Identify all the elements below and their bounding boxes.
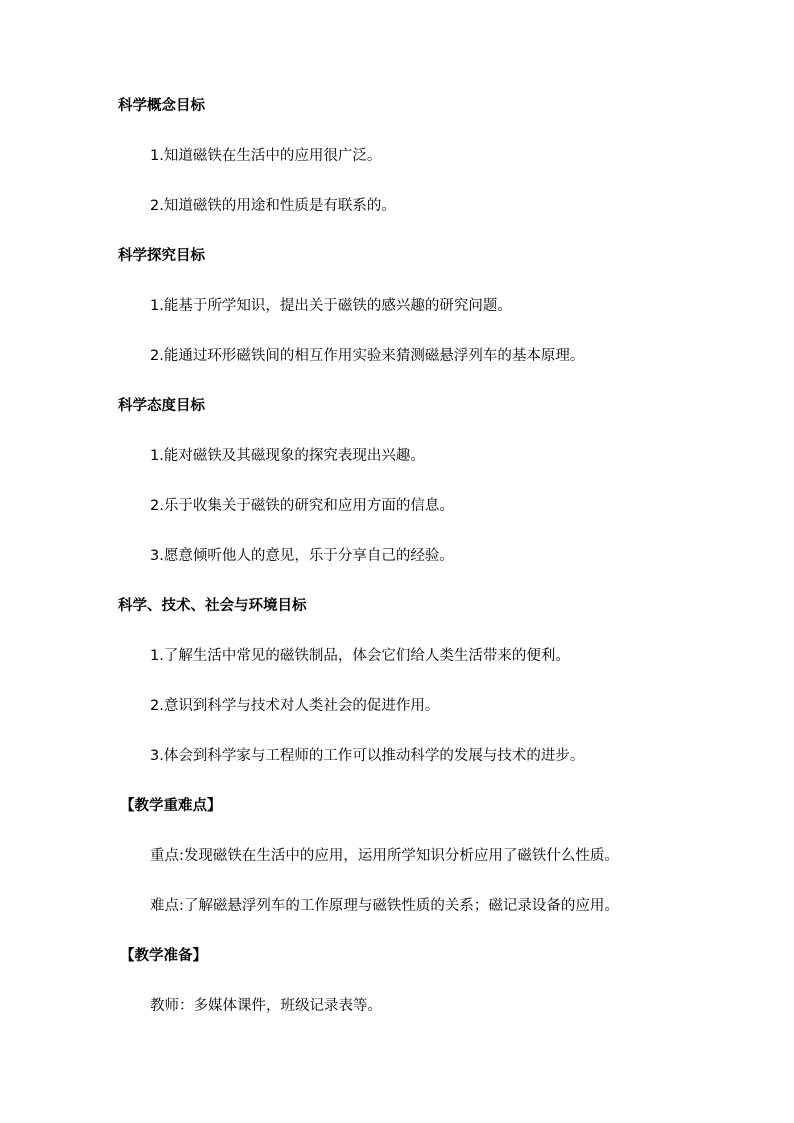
section-heading-key-points: 【教学重难点】 <box>120 798 222 814</box>
list-item: 1.了解生活中常见的磁铁制品，体会它们给人类生活带来的便利。 <box>150 648 570 664</box>
list-item: 2.能通过环形磁铁间的相互作用实验来猜测磁悬浮列车的基本原理。 <box>150 348 585 364</box>
section-heading-inquiry: 科学探究目标 <box>118 248 205 264</box>
list-item: 2.意识到科学与技术对人类社会的促进作用。 <box>150 698 440 714</box>
section-heading-attitude: 科学态度目标 <box>118 398 205 414</box>
list-item: 难点:了解磁悬浮列车的工作原理与磁铁性质的关系；磁记录设备的应用。 <box>150 898 619 914</box>
list-item: 3.愿意倾听他人的意见，乐于分享自己的经验。 <box>150 548 454 564</box>
list-item: 教师：多媒体课件，班级记录表等。 <box>150 998 382 1014</box>
list-item: 3.体会到科学家与工程师的工作可以推动科学的发展与技术的进步。 <box>150 748 585 764</box>
section-heading-concept: 科学概念目标 <box>118 98 205 114</box>
list-item: 1.能对磁铁及其磁现象的探究表现出兴趣。 <box>150 448 425 464</box>
list-item: 1.能基于所学知识，提出关于磁铁的感兴趣的研究问题。 <box>150 298 512 314</box>
section-heading-stse: 科学、技术、社会与环境目标 <box>118 598 307 614</box>
list-item: 2.乐于收集关于磁铁的研究和应用方面的信息。 <box>150 498 454 514</box>
list-item: 2.知道磁铁的用途和性质是有联系的。 <box>150 198 396 214</box>
list-item: 1.知道磁铁在生活中的应用很广泛。 <box>150 148 382 164</box>
list-item: 重点:发现磁铁在生活中的应用，运用所学知识分析应用了磁铁什么性质。 <box>150 848 619 864</box>
section-heading-preparation: 【教学准备】 <box>120 948 207 964</box>
